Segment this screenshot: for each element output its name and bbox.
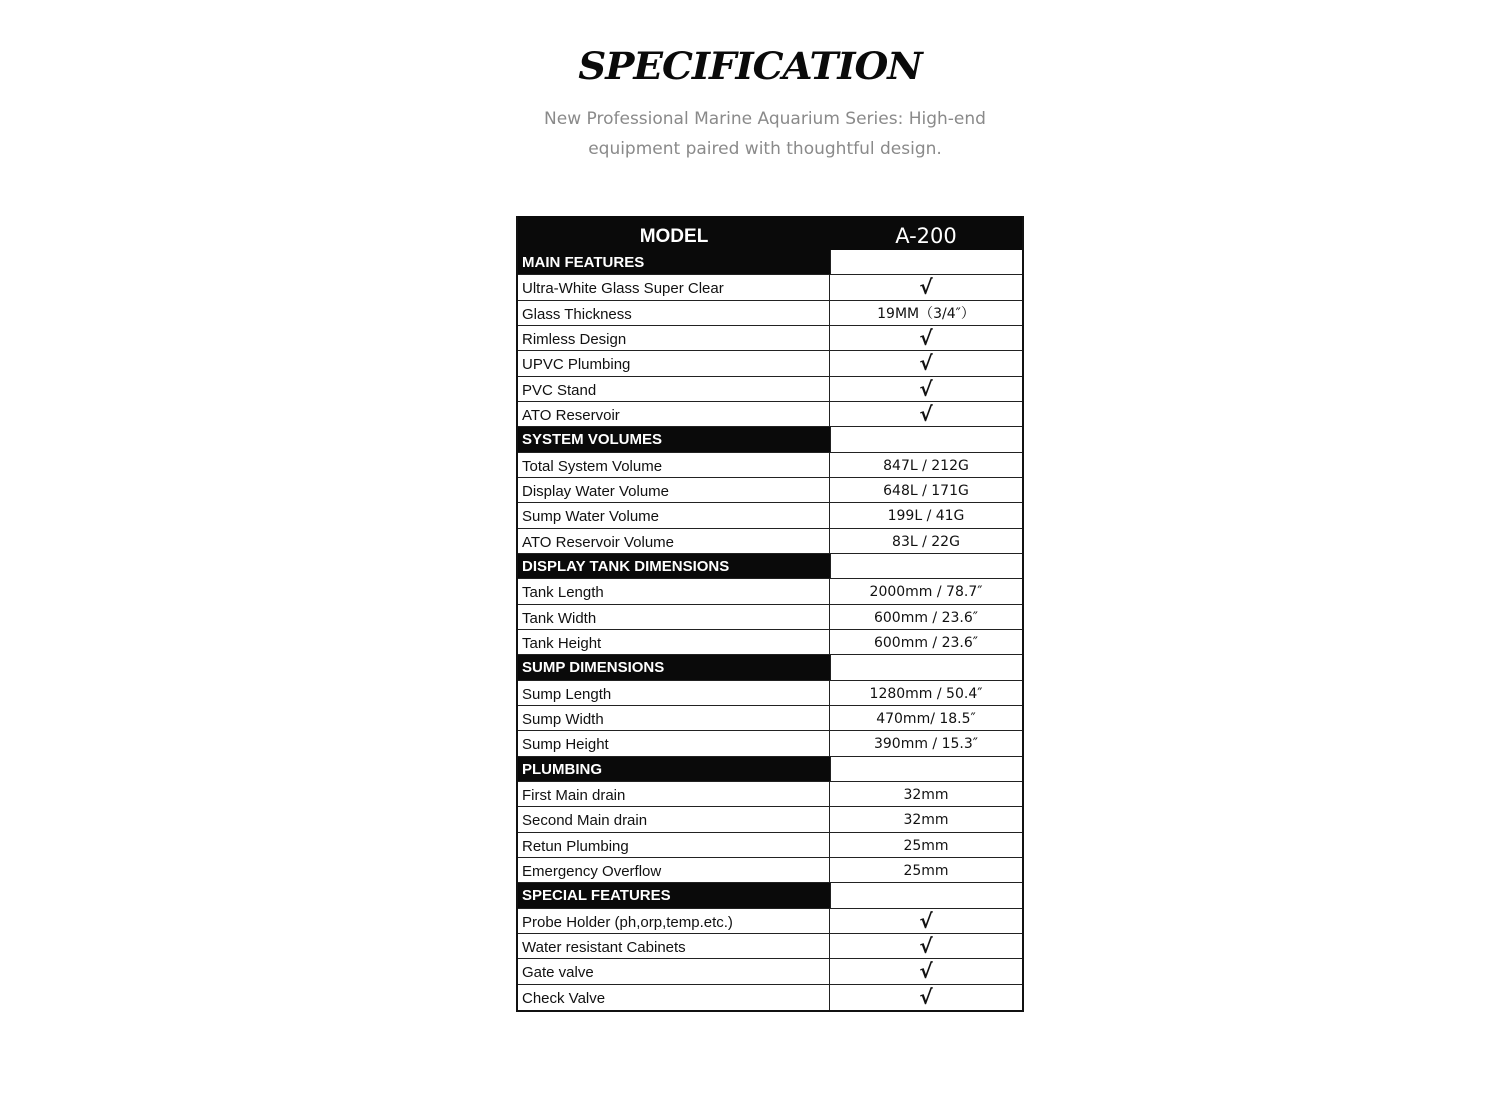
table-row: [518, 807, 1022, 832]
spec-label: Sump Length: [518, 681, 830, 705]
spec-value: 1280mm / 50.4″: [869, 685, 983, 702]
spec-label: Tank Length: [518, 579, 830, 603]
spec-rows: [518, 250, 1022, 1010]
table-row: [518, 326, 1022, 351]
spec-label: PVC Stand: [518, 377, 830, 401]
section-title: SYSTEM VOLUMES: [518, 427, 830, 451]
spec-value: 600mm / 23.6″: [873, 609, 978, 626]
section-header-row: [518, 554, 1022, 579]
spec-value: 25mm: [903, 862, 949, 879]
table-row: [518, 706, 1022, 731]
page-title: SPECIFICATION: [578, 44, 922, 88]
spec-label: ATO Reservoir Volume: [518, 529, 830, 553]
spec-label: Display Water Volume: [518, 478, 830, 502]
spec-label: Probe Holder (ph,orp,temp.etc.): [518, 909, 830, 933]
spec-value: 19MM（3/4″）: [877, 305, 975, 322]
spec-value: [830, 554, 1022, 578]
section-header-row: [518, 427, 1022, 452]
table-row: [518, 731, 1022, 756]
spec-label: First Main drain: [518, 782, 830, 806]
check-mark-icon: √: [919, 984, 933, 1009]
table-row: [518, 503, 1022, 528]
section-title: SPECIAL FEATURES: [518, 883, 830, 907]
check-mark-icon: √: [919, 908, 933, 933]
model-header-label: MODEL: [639, 226, 709, 247]
table-row: [518, 858, 1022, 883]
spec-label: Retun Plumbing: [518, 833, 830, 857]
spec-label: Sump Width: [518, 706, 830, 730]
spec-value: [830, 757, 1022, 781]
check-mark-icon: √: [919, 351, 933, 376]
spec-label: Second Main drain: [518, 807, 830, 831]
spec-label: Check Valve: [518, 985, 830, 1010]
check-mark-icon: √: [919, 933, 933, 958]
section-title: MAIN FEATURES: [518, 250, 830, 274]
page-subtitle: New Professional Marine Aquarium Series: High-end equipment paired with thoughtful design.: [544, 109, 986, 159]
spec-label: Glass Thickness: [518, 301, 830, 325]
spec-label: UPVC Plumbing: [518, 351, 830, 375]
table-row: [518, 402, 1022, 427]
spec-value: 470mm/ 18.5″: [876, 710, 976, 727]
section-header-row: [518, 757, 1022, 782]
spec-label: Tank Width: [518, 605, 830, 629]
table-row: [518, 301, 1022, 326]
spec-value: 600mm / 23.6″: [873, 634, 978, 651]
table-row: [518, 630, 1022, 655]
spec-label: Water resistant Cabinets: [518, 934, 830, 958]
table-row: [518, 478, 1022, 503]
spec-value: 25mm: [903, 837, 949, 854]
spec-value: 32mm: [903, 786, 949, 803]
spec-label: Total System Volume: [518, 453, 830, 477]
spec-label: Ultra-White Glass Super Clear: [518, 275, 830, 299]
section-title: SUMP DIMENSIONS: [518, 655, 830, 679]
spec-table: [516, 216, 1024, 1012]
spec-value: 390mm / 15.3″: [873, 736, 978, 753]
table-row: [518, 453, 1022, 478]
table-row: [518, 529, 1022, 554]
spec-label: Sump Height: [518, 731, 830, 755]
section-header-row: [518, 250, 1022, 275]
table-row: [518, 377, 1022, 402]
spec-label: Rimless Design: [518, 326, 830, 350]
spec-value: 847L / 212G: [883, 457, 969, 474]
spec-value: 2000mm / 78.7″: [869, 584, 983, 601]
spec-value: [830, 427, 1022, 451]
spec-label: Emergency Overflow: [518, 858, 830, 882]
spec-label: Tank Height: [518, 630, 830, 654]
table-row: [518, 985, 1022, 1010]
spec-value: [830, 655, 1022, 679]
model-header-value: A-200: [895, 224, 957, 248]
table-row: [518, 833, 1022, 858]
check-mark-icon: √: [919, 325, 933, 350]
spec-value: 83L / 22G: [892, 533, 960, 550]
spec-value: 32mm: [903, 812, 949, 829]
section-title: DISPLAY TANK DIMENSIONS: [518, 554, 830, 578]
table-row: [518, 579, 1022, 604]
table-row: [518, 275, 1022, 300]
spec-label: ATO Reservoir: [518, 402, 830, 426]
check-mark-icon: √: [919, 275, 933, 300]
table-row: [518, 959, 1022, 984]
section-title: PLUMBING: [518, 757, 830, 781]
table-header-row: [518, 216, 1022, 250]
check-mark-icon: √: [919, 376, 933, 401]
spec-label: Sump Water Volume: [518, 503, 830, 527]
table-row: [518, 909, 1022, 934]
section-header-row: [518, 883, 1022, 908]
table-row: [518, 605, 1022, 630]
spec-value: 648L / 171G: [883, 482, 969, 499]
table-row: [518, 681, 1022, 706]
spec-label: Gate valve: [518, 959, 830, 983]
spec-value: [830, 883, 1022, 907]
table-row: [518, 351, 1022, 376]
spec-value: [830, 250, 1022, 274]
check-mark-icon: √: [919, 401, 933, 426]
section-header-row: [518, 655, 1022, 680]
check-mark-icon: √: [919, 959, 933, 984]
table-row: [518, 782, 1022, 807]
table-row: [518, 934, 1022, 959]
spec-value: 199L / 41G: [887, 508, 965, 525]
